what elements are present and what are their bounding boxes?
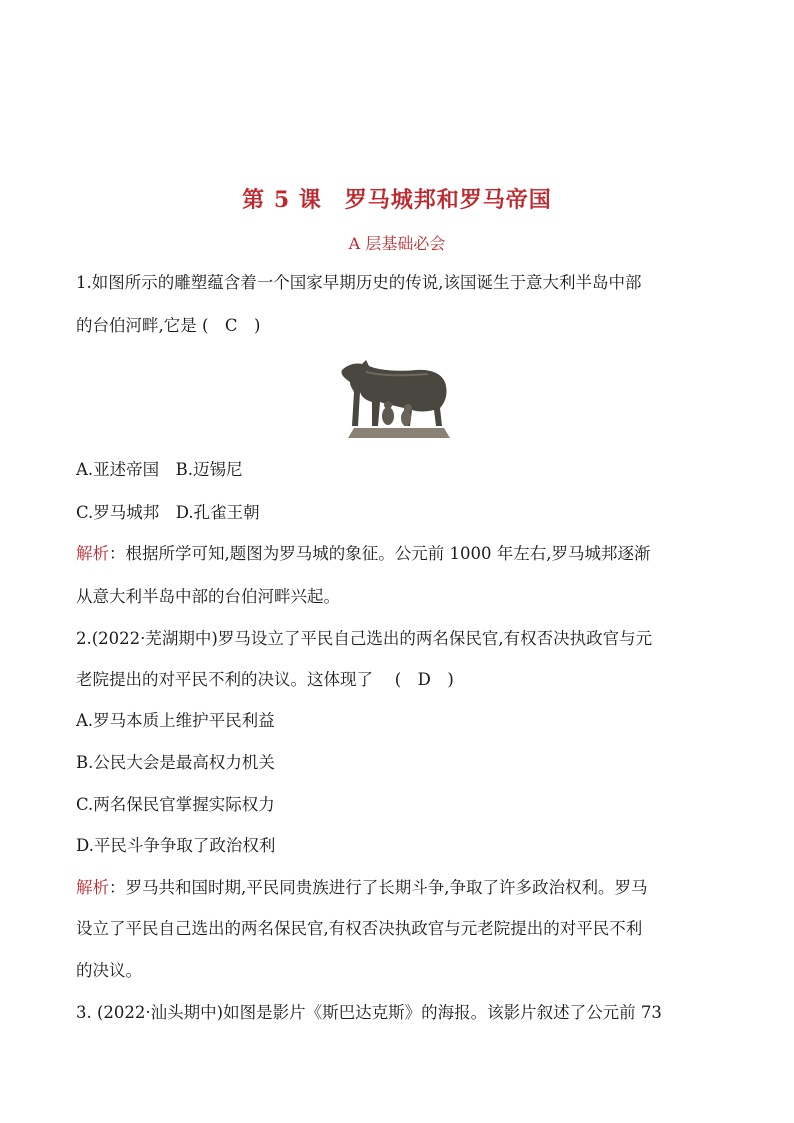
lesson-title: 第 5 课 罗马城邦和罗马帝国: [242, 187, 552, 213]
q1-options-row2: C.罗马城邦 D.孔雀王朝: [76, 503, 260, 522]
q3-stem-line1: 3. (2022·汕头期中)如图是影片《斯巴达克斯》的海报。该影片叙述了公元前 73: [76, 1003, 662, 1022]
q2-option-d: D.平民斗争争取了政治权利: [76, 836, 276, 855]
q1-analysis-line1: [76, 543, 650, 565]
q2-stem-line1: 2.(2022·芜湖期中)罗马设立了平民自己选出的两名保民官,有权否决执政官与元: [76, 629, 653, 648]
q1-analysis-line2: 从意大利半岛中部的台伯河畔兴起。: [76, 587, 340, 606]
q2-option-b: B.公民大会是最高权力机关: [76, 753, 275, 772]
q2-analysis-line2: 设立了平民自己选出的两名保民官,有权否决执政官与元老院提出的对平民不利: [76, 919, 643, 938]
analysis-text: ：根据所学可知,题图为罗马城的象征。公元前 1000 年左右,罗马城邦逐渐: [109, 544, 651, 563]
analysis-text: ：罗马共和国时期,平民同贵族进行了长期斗争,争取了许多政治权利。罗马: [109, 878, 648, 897]
q2-option-c: C.两名保民官掌握实际权力: [76, 795, 275, 814]
q2-analysis-line3: 的决议。: [76, 961, 142, 980]
q2-option-a: A.罗马本质上维护平民利益: [76, 711, 275, 730]
q2-stem-line2: 老院提出的对平民不利的决议。这体现了 ( D ): [76, 670, 454, 689]
q1-stem-line2: 的台伯河畔,它是 ( C ): [76, 316, 261, 335]
q2-analysis-line1: [76, 877, 648, 899]
analysis-label: 解析: [76, 878, 109, 897]
q1-options-row1: A.亚述帝国 B.迈锡尼: [76, 460, 243, 479]
analysis-label: 解析: [76, 544, 109, 563]
q1-stem-line1: 1.如图所示的雕塑蕴含着一个国家早期历史的传说,该国诞生于意大利半岛中部: [76, 273, 642, 292]
level-heading: A 层基础必会: [348, 234, 446, 253]
she-wolf-statue-image: [336, 352, 456, 438]
